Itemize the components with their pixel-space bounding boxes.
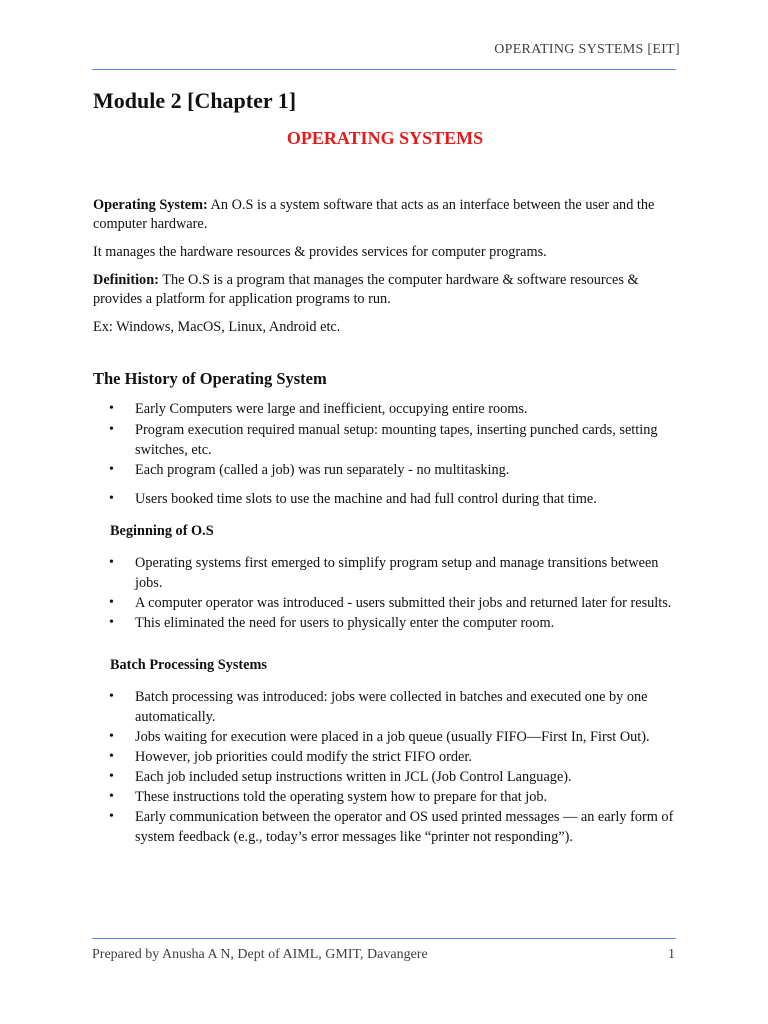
module-title: Module 2 [Chapter 1] xyxy=(93,88,297,113)
footer-author: Prepared by Anusha A N, Dept of AIML, GMIT, Davangere xyxy=(92,947,428,962)
list-item: • Early communication between the operator and OS used printed messages — an early form of system feedback (e.g., today’s error messages like “printer not responding”). xyxy=(93,807,677,847)
examples-paragraph: Ex: Windows, MacOS, Linux, Android etc. xyxy=(93,319,341,335)
header-rule xyxy=(92,69,676,70)
running-header: OPERATING SYSTEMS [EIT] xyxy=(494,42,680,57)
batch-heading: Batch Processing Systems xyxy=(110,657,267,673)
main-title: OPERATING SYSTEMS xyxy=(286,128,484,148)
list-item: • Each program (called a job) was run separately - no multitasking. xyxy=(93,460,677,480)
definition-text: The O.S is a program that manages the computer hardware & software resources & provides a platform for application programs to run. xyxy=(93,272,639,307)
beginning-heading: Beginning of O.S xyxy=(110,523,214,539)
list-item: • Each job included setup instructions written in JCL (Job Control Language). xyxy=(93,767,677,787)
page-number: 1 xyxy=(668,947,675,962)
os-definition-paragraph xyxy=(93,196,677,234)
list-item: • A computer operator was introduced - users submitted their jobs and returned later for results. xyxy=(93,593,677,613)
list-item: • These instructions told the operating system how to prepare for that job. xyxy=(93,787,677,807)
list-item: • Batch processing was introduced: jobs were collected in batches and executed one by one automatically. xyxy=(93,687,677,727)
history-list xyxy=(93,399,677,509)
os-text: An O.S is a system software that acts as an interface between the user and the computer hardware. xyxy=(93,197,655,232)
list-item: • This eliminated the need for users to physically enter the computer room. xyxy=(93,613,677,633)
manages-paragraph: It manages the hardware resources & provides services for computer programs. xyxy=(93,244,547,260)
beginning-list xyxy=(93,553,677,633)
os-label: Operating System: xyxy=(93,197,208,213)
list-item: • Program execution required manual setup: mounting tapes, inserting punched cards, setting switches, etc. xyxy=(93,420,677,460)
list-item: • Jobs waiting for execution were placed in a job queue (usually FIFO—First In, First Out). xyxy=(93,727,677,747)
list-item: • Early Computers were large and inefficient, occupying entire rooms. xyxy=(93,399,677,419)
definition-label: Definition: xyxy=(93,272,159,288)
footer-rule xyxy=(92,938,676,939)
list-item: • Operating systems first emerged to simplify program setup and manage transitions between jobs. xyxy=(93,553,677,593)
list-item: • Users booked time slots to use the machine and had full control during that time. xyxy=(93,489,677,509)
batch-list xyxy=(93,687,677,847)
page-content xyxy=(93,87,677,847)
list-item: • However, job priorities could modify the strict FIFO order. xyxy=(93,747,677,767)
history-heading: The History of Operating System xyxy=(93,369,327,388)
definition-paragraph xyxy=(93,271,677,309)
